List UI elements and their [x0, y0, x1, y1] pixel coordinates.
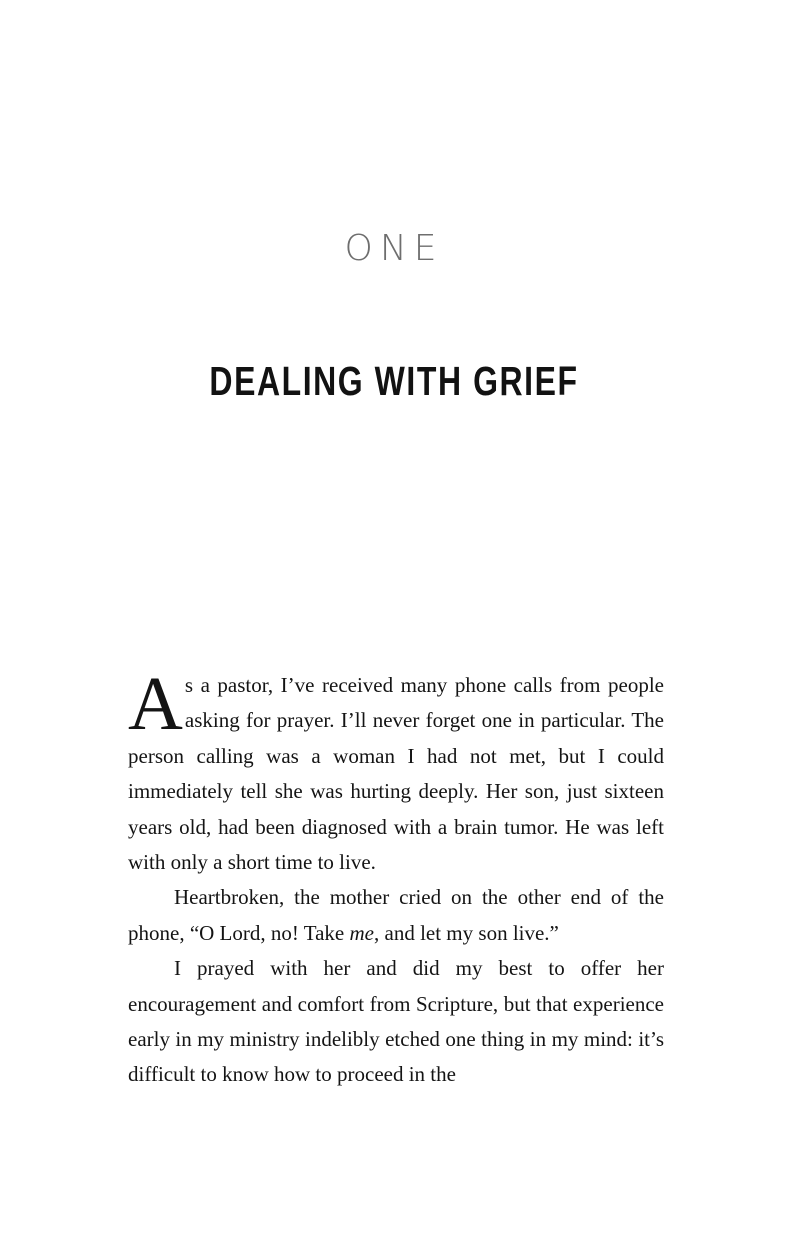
paragraph-1 [128, 662, 664, 880]
paragraph-2-after: , and let my son live.” [374, 920, 559, 945]
drop-cap: A [128, 662, 183, 746]
chapter-title: DEALING WITH GRIEF [209, 358, 579, 404]
chapter-number: ONE [344, 228, 444, 269]
paragraph-2 [128, 880, 664, 951]
paragraph-2-emphasis: me [349, 920, 374, 945]
paragraph-3: I prayed with her and did my best to offer her encouragement and comfort from Scripture, but that experience early in my ministry indelibly etched one thing in my mind: it’s difficult to know how to proceed in the [128, 956, 664, 1087]
body-text [128, 662, 664, 1093]
paragraph-2-before: Heartbroken, the mother cried on the other end of the phone, “O Lord, no! Take [128, 885, 664, 945]
paragraph-1-text: s a pastor, I’ve received many phone calls from people asking for prayer. I’ll never forget one in particular. The person calling was a woman I had not met, but I could immediately tell she was hurting deeply. Her son, just sixteen years old, had been diagnosed with a brain tumor. He was left with only a short time to live. [128, 673, 664, 875]
